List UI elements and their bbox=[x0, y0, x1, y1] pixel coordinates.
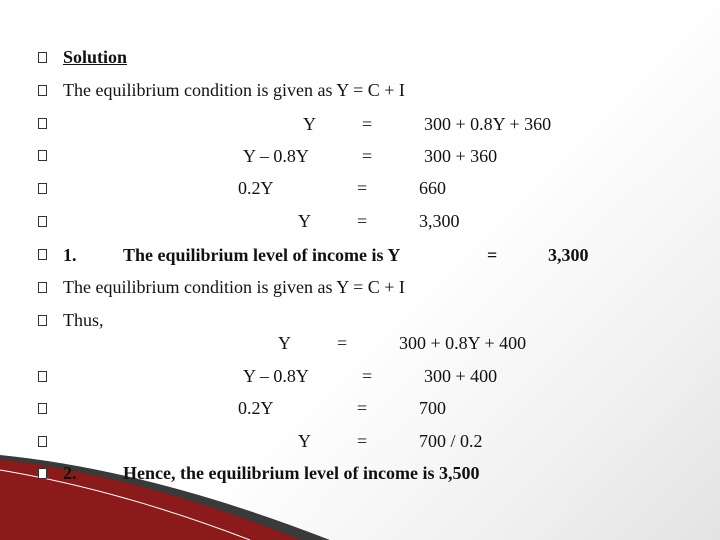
eq2-lhs: Y – 0.8Y bbox=[243, 146, 309, 166]
eq1-lhs: Y bbox=[303, 114, 316, 134]
eq6-equals: = bbox=[362, 366, 373, 386]
equilibrium-condition-text: The equilibrium condition is given as Y = C + I bbox=[63, 80, 405, 100]
square-bullet-icon bbox=[38, 216, 47, 227]
square-bullet-icon bbox=[38, 315, 47, 326]
square-bullet-icon bbox=[38, 468, 47, 479]
eq1-equals: = bbox=[362, 114, 373, 134]
square-bullet-icon bbox=[38, 85, 47, 96]
square-bullet-icon bbox=[38, 282, 47, 293]
eq5-rhs: 300 + 0.8Y + 400 bbox=[399, 333, 527, 353]
eq3-equals: = bbox=[357, 178, 368, 198]
square-bullet-icon bbox=[38, 371, 47, 382]
square-bullet-icon bbox=[38, 436, 47, 447]
eq4-lhs: Y bbox=[298, 211, 311, 231]
eq4-rhs: 3,300 bbox=[419, 211, 460, 231]
eq7-lhs: 0.2Y bbox=[238, 398, 274, 418]
eq8-lhs: Y bbox=[298, 431, 311, 451]
eq7-equals: = bbox=[357, 398, 368, 418]
square-bullet-icon bbox=[38, 183, 47, 194]
result2-number: 2. bbox=[63, 463, 77, 483]
square-bullet-icon bbox=[38, 118, 47, 129]
result1-equals: = bbox=[487, 245, 498, 265]
eq1-rhs: 300 + 0.8Y + 360 bbox=[424, 114, 552, 134]
eq8-rhs: 700 / 0.2 bbox=[419, 431, 483, 451]
equilibrium-condition-text-2: The equilibrium condition is given as Y = C + I bbox=[63, 277, 405, 297]
square-bullet-icon bbox=[38, 403, 47, 414]
eq8-equals: = bbox=[357, 431, 368, 451]
result1-text: The equilibrium level of income is Y bbox=[123, 245, 401, 265]
eq6-lhs: Y – 0.8Y bbox=[243, 366, 309, 386]
eq3-rhs: 660 bbox=[419, 178, 446, 198]
solution-heading: Solution bbox=[63, 47, 128, 67]
eq7-rhs: 700 bbox=[419, 398, 446, 418]
eq3-lhs: 0.2Y bbox=[238, 178, 274, 198]
result1-value: 3,300 bbox=[548, 245, 589, 265]
eq5-lhs: Y bbox=[278, 333, 291, 353]
eq5-equals: = bbox=[337, 333, 348, 353]
result1-number: 1. bbox=[63, 245, 77, 265]
eq2-equals: = bbox=[362, 146, 373, 166]
eq6-rhs: 300 + 400 bbox=[424, 366, 498, 386]
eq2-rhs: 300 + 360 bbox=[424, 146, 498, 166]
result2-text: Hence, the equilibrium level of income is 3,500 bbox=[123, 463, 480, 483]
thus-text: Thus, bbox=[63, 310, 104, 330]
square-bullet-icon bbox=[38, 52, 47, 63]
square-bullet-icon bbox=[38, 150, 47, 161]
eq4-equals: = bbox=[357, 211, 368, 231]
square-bullet-icon bbox=[38, 249, 47, 260]
